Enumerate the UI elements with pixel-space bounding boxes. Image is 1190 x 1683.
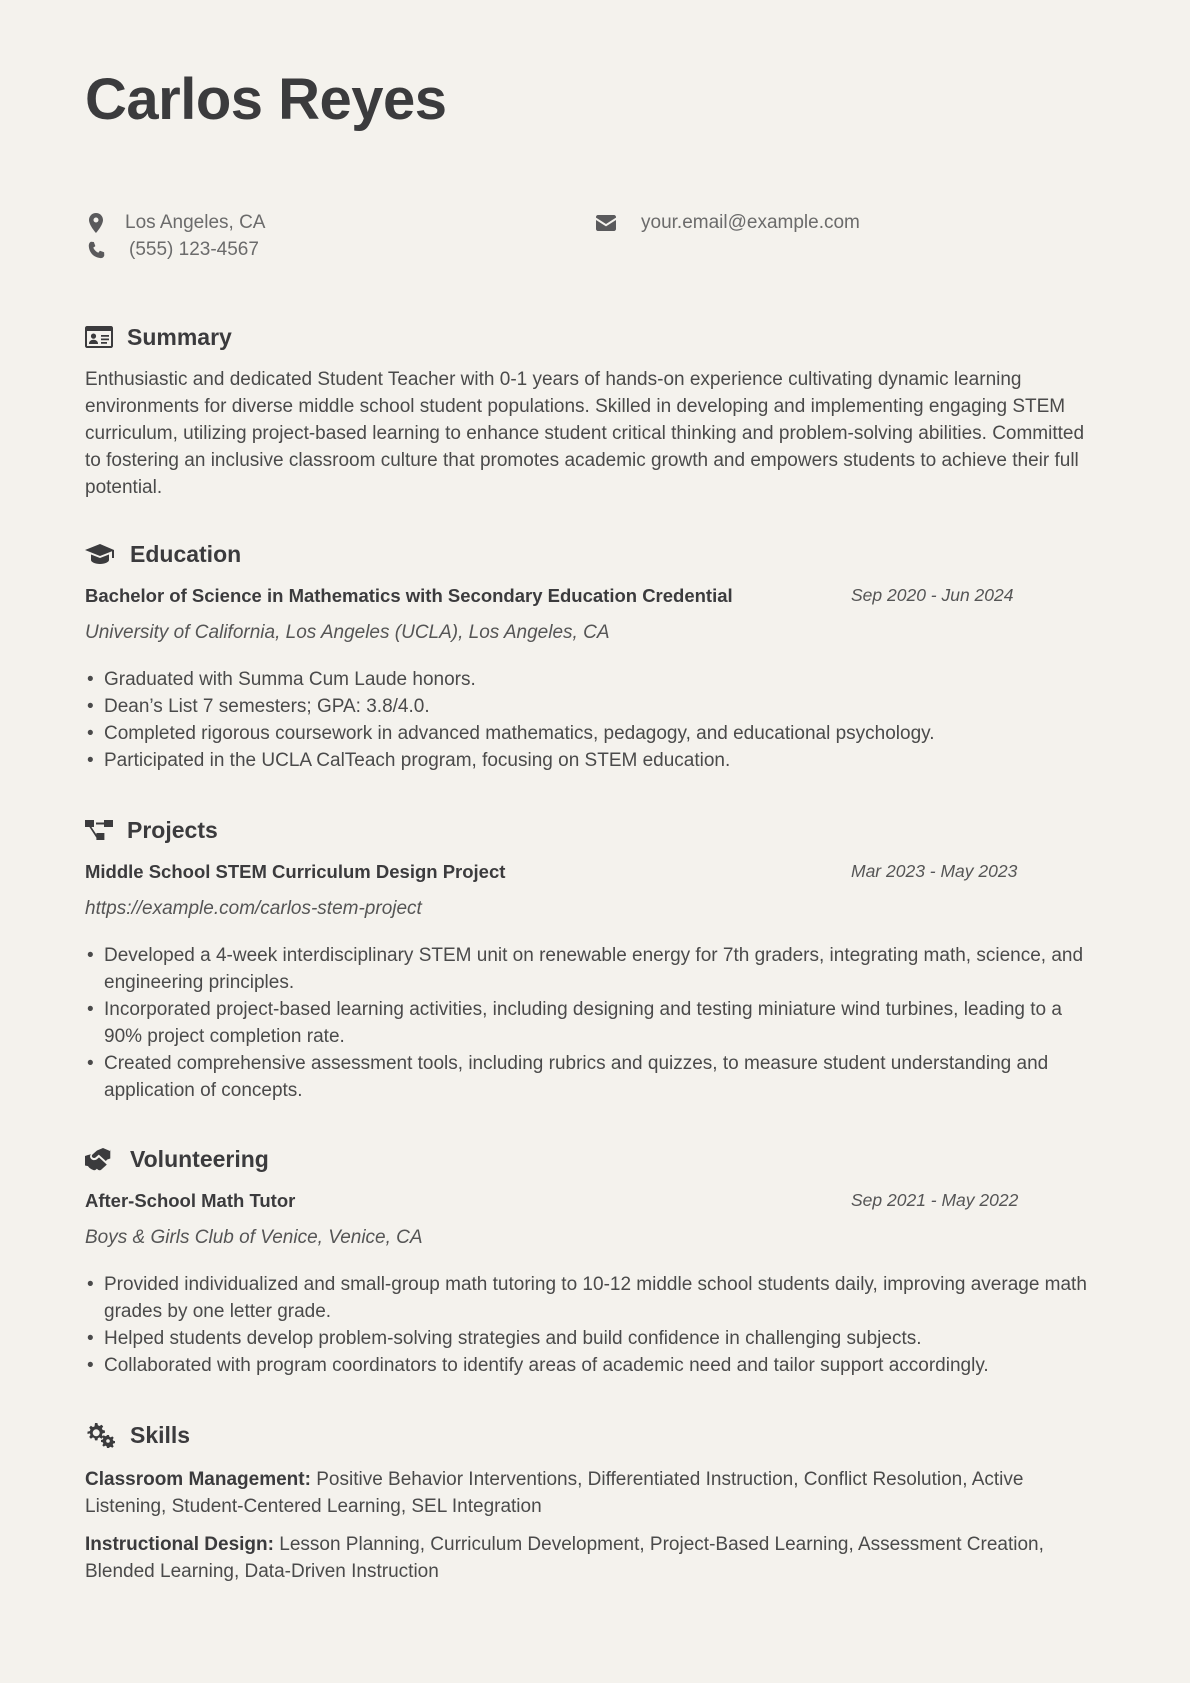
volunteering-title: Volunteering bbox=[130, 1145, 269, 1172]
projects-title: Projects bbox=[127, 816, 218, 843]
project-entry-row bbox=[85, 861, 1105, 891]
volunteer-role: After-School Math Tutor bbox=[85, 1190, 296, 1211]
summary-header bbox=[85, 320, 1105, 354]
phone-text: (555) 123-4567 bbox=[129, 239, 259, 260]
contact-phone bbox=[85, 237, 259, 263]
summary-text: Enthusiastic and dedicated Student Teacher with 0-1 years of hands-on experience cultivating dynamic learning environments for diverse middle school student populations. Skilled in developing and implementing engaging STEM curriculum, utilizing project-based learning to enhance student critical thinking and problem-solving abilities. Committed to fostering an inclusive classroom culture that promotes academic growth and empowers students to achieve their full potential. bbox=[85, 369, 1085, 498]
education-bullets bbox=[85, 666, 1105, 774]
contact-block bbox=[85, 210, 1105, 270]
candidate-name: Carlos Reyes bbox=[85, 67, 447, 132]
handshake-icon bbox=[85, 1145, 115, 1173]
phone-icon bbox=[85, 239, 107, 261]
skill-group-values: Lesson Planning, Curriculum Development, Project-Based Learning, Assessment Creation, Blended Learning, Data-Driven Instruction bbox=[85, 1534, 1044, 1582]
skill-group bbox=[85, 1531, 1105, 1585]
location-text: Los Angeles, CA bbox=[125, 212, 266, 233]
envelope-icon bbox=[595, 212, 617, 234]
skill-group bbox=[85, 1466, 1105, 1520]
degree-title: Bachelor of Science in Mathematics with Secondary Education Credential bbox=[85, 585, 733, 606]
list-item: • Participated in the UCLA CalTeach program, focusing on STEM education. bbox=[85, 747, 1105, 774]
map-marker-icon bbox=[85, 212, 107, 234]
project-bullets bbox=[85, 942, 1105, 1104]
project-diagram-icon bbox=[85, 816, 115, 844]
contact-location bbox=[85, 210, 265, 236]
list-item: • Completed rigorous coursework in advanced mathematics, pedagogy, and educational psychology. bbox=[85, 720, 1105, 747]
volunteering-section bbox=[85, 1142, 1105, 1379]
email-link[interactable]: your.email@example.com bbox=[641, 212, 860, 233]
project-date: Mar 2023 - May 2023 bbox=[851, 861, 1018, 881]
list-item: • Graduated with Summa Cum Laude honors. bbox=[85, 666, 1105, 693]
skill-group-label: Classroom Management: bbox=[85, 1469, 311, 1490]
list-item: • Provided individualized and small-group math tutoring to 10-12 middle school students daily, improving average math grades by one letter grade. bbox=[85, 1271, 1105, 1325]
education-section bbox=[85, 537, 1105, 774]
list-item: • Created comprehensive assessment tools, including rubrics and quizzes, to measure student understanding and application of concepts. bbox=[85, 1050, 1105, 1104]
school-name: University of California, Los Angeles (UCLA), Los Angeles, CA bbox=[85, 622, 610, 643]
summary-section bbox=[85, 320, 1105, 501]
project-link[interactable]: https://example.com/carlos-stem-project bbox=[85, 898, 422, 919]
summary-title: Summary bbox=[127, 323, 232, 350]
projects-section bbox=[85, 813, 1105, 1104]
education-header bbox=[85, 537, 1105, 571]
list-item: • Helped students develop problem-solving strategies and build confidence in challenging subjects. bbox=[85, 1325, 1105, 1352]
list-item: • Collaborated with program coordinators to identify areas of academic need and tailor support accordingly. bbox=[85, 1352, 1105, 1379]
volunteering-header bbox=[85, 1142, 1105, 1176]
project-name: Middle School STEM Curriculum Design Project bbox=[85, 861, 506, 882]
gears-icon bbox=[85, 1421, 115, 1449]
contact-email bbox=[595, 210, 860, 236]
skills-header bbox=[85, 1418, 1105, 1452]
skills-list bbox=[85, 1466, 1105, 1585]
education-title: Education bbox=[130, 540, 242, 567]
education-date: Sep 2020 - Jun 2024 bbox=[851, 585, 1014, 605]
list-item: • Incorporated project-based learning activities, including designing and testing miniature wind turbines, leading to a 90% project completion rate. bbox=[85, 996, 1105, 1050]
skill-group-label: Instructional Design: bbox=[85, 1534, 274, 1555]
education-entry-row bbox=[85, 585, 1105, 615]
projects-header bbox=[85, 813, 1105, 847]
volunteer-org: Boys & Girls Club of Venice, Venice, CA bbox=[85, 1227, 423, 1248]
list-item: • Dean’s List 7 semesters; GPA: 3.8/4.0. bbox=[85, 693, 1105, 720]
skills-title: Skills bbox=[130, 1421, 191, 1448]
skill-group-values: Positive Behavior Interventions, Differentiated Instruction, Conflict Resolution, Active Listening, Student-Centered Learning, SEL Integration bbox=[85, 1469, 1024, 1517]
id-card-icon bbox=[85, 323, 115, 351]
volunteering-bullets bbox=[85, 1271, 1105, 1379]
volunteering-entry-row bbox=[85, 1190, 1105, 1220]
volunteer-date: Sep 2021 - May 2022 bbox=[851, 1190, 1019, 1210]
graduation-cap-icon bbox=[85, 540, 115, 568]
list-item: • Developed a 4-week interdisciplinary STEM unit on renewable energy for 7th graders, integrating math, science, and engineering principles. bbox=[85, 942, 1105, 996]
skills-section bbox=[85, 1418, 1105, 1596]
